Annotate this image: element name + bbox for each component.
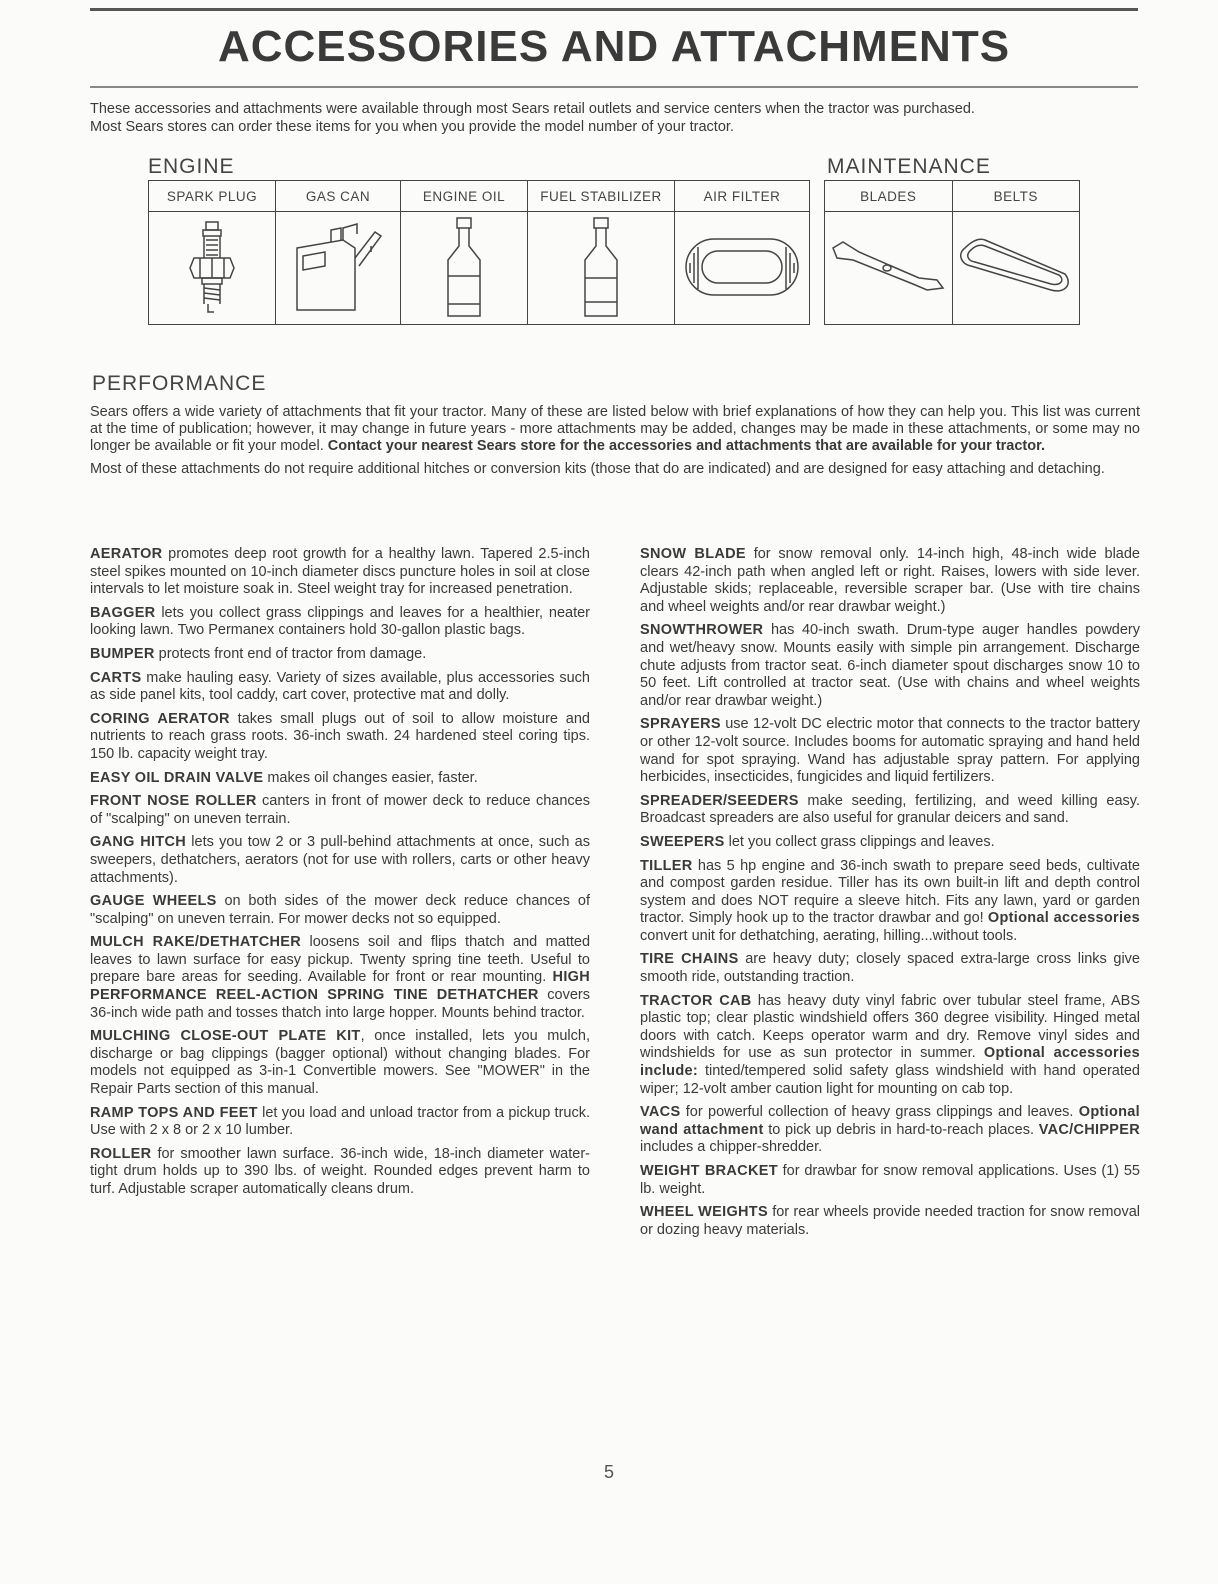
attachment-description: , once installed, lets you mulch, discharge or bag clippings (bagger optional) without changing blades. For models not equipped as 3-in-1 Convertible mowers. See "MOWER" in the Repair Parts section of this manual.	[90, 1028, 590, 1098]
belts-cell	[952, 212, 1080, 325]
blades-cell	[825, 212, 953, 325]
attachment-entry	[640, 546, 1140, 616]
attachment-name: TRACTOR CAB	[640, 992, 752, 1009]
belt-icon	[955, 228, 1077, 308]
attachment-name: MULCHING CLOSE-OUT PLATE KIT	[90, 1028, 361, 1045]
spark-plug-icon	[182, 218, 242, 318]
attachment-entry	[640, 834, 1140, 852]
attachment-entry	[640, 993, 1140, 1099]
attachment-description: has 40-inch swath. Drum-type auger handles powdery and wet/heavy snow. Mounts easily with simple pin arrangement. Discharge chute adjusts from tractor seat. 6-inch diameter spout discharges snow 10 to 50 feet. Lift controlled at tractor seat. (Use with chains and wheel weights and/or rear drawbar weight.)	[640, 622, 1140, 709]
mower-blade-icon	[829, 228, 947, 308]
performance-paragraph-2: Most of these attachments do not require additional hitches or conversion kits (those that do are indicated) and are designed for easy attaching and detaching.	[90, 461, 1105, 477]
blades-label: BLADES	[825, 181, 953, 212]
gas-can-icon	[283, 218, 393, 318]
intro-text	[90, 100, 1150, 136]
attachment-name: GAUGE WHEELS	[90, 893, 217, 910]
attachment-name: TIRE CHAINS	[640, 951, 739, 968]
attachment-entry	[640, 1104, 1140, 1157]
attachment-description: lets you collect grass clippings and leaves for a healthier, neater looking lawn. Two Permanex containers hold 30-gallon plastic bags.	[90, 604, 590, 639]
attachment-entry	[640, 951, 1140, 986]
gas-can-cell	[276, 212, 401, 325]
gas-can-label: GAS CAN	[276, 181, 401, 212]
attachments-right-column	[640, 546, 1140, 1245]
fuel-stabilizer-cell	[528, 212, 675, 325]
attachments-left-column	[90, 546, 590, 1205]
attachment-entry	[90, 1105, 590, 1140]
attachment-highlight: Optional wand attachment	[640, 1104, 1140, 1138]
attachment-name: WHEEL WEIGHTS	[640, 1204, 768, 1221]
attachment-entry	[90, 1146, 590, 1199]
attachment-entry	[90, 605, 590, 640]
attachment-description: has heavy duty vinyl fabric over tubular steel frame, ABS plastic top; clear plastic windshield offers 360 degree visibility. Hinged metal doors with catch. Keeps operator warm and dry. Remove vinyl sides and windshields for use as sun protector in summer.	[640, 992, 1140, 1062]
attachment-description: covers 36-inch wide path and tosses thatch into large hopper. Mounts behind tractor.	[90, 987, 590, 1021]
attachment-description: use 12-volt DC electric motor that connects to the tractor battery or other 12-volt source. Includes booms for automatic spraying and hand held wand for spot spraying. Wand has adjustable spray pattern. For applying herbicides, insecticides, fungicides and liquid fertilizers.	[640, 716, 1140, 786]
attachment-entry	[90, 546, 590, 599]
attachment-entry	[90, 770, 590, 788]
page-number: 5	[603, 1462, 614, 1482]
performance-text	[90, 404, 1140, 484]
attachment-name: FRONT NOSE ROLLER	[90, 793, 257, 810]
attachment-name: CORING AERATOR	[90, 710, 230, 727]
air-filter-icon	[680, 223, 804, 313]
performance-paragraph-1-text: Sears offers a wide variety of attachments that fit your tractor. Many of these are listed below with brief explanations of how they can help you. This list was current at the time of publication; however, it may change in future years - more attachments may be added, changes may be made in these attachments, or some may no longer be available or fit your model.	[90, 404, 1140, 454]
attachment-description: to pick up debris in hard-to-reach places.	[763, 1121, 1039, 1138]
attachment-description: takes small plugs out of soil to allow moisture and nutrients to reach grass roots. 36-inch swath. 24 hardened steel coring tips. 150 lb. capacity weight tray.	[90, 710, 590, 762]
attachment-description: on both sides of the mower deck reduce chances of "scalping" on uneven terrain. For mower decks not so equipped.	[90, 893, 590, 927]
attachment-name: TILLER	[640, 857, 693, 874]
air-filter-cell	[675, 212, 810, 325]
attachment-entry	[90, 834, 590, 887]
attachment-description: includes a chipper-shredder.	[640, 1139, 823, 1156]
attachment-name: BAGGER	[90, 604, 156, 621]
performance-contact-note: Contact your nearest Sears store for the accessories and attachments that are available for your tractor.	[327, 438, 1045, 454]
attachment-description: for drawbar for snow removal applications. Uses (1) 55 lb. weight.	[640, 1163, 1140, 1197]
attachment-entry	[640, 716, 1140, 786]
attachment-name: RAMP TOPS AND FEET	[90, 1104, 258, 1121]
attachment-description: let you collect grass clippings and leaves.	[724, 833, 995, 850]
attachment-entry	[640, 1163, 1140, 1198]
attachment-entry	[640, 793, 1140, 828]
air-filter-label: AIR FILTER	[675, 181, 810, 212]
stabilizer-bottle-icon	[571, 216, 631, 320]
attachment-description: has 5 hp engine and 36-inch swath to prepare seed beds, cultivate and compost garden residue. Tiller has its own built-in lift and depth control system and does NOT require a sleeve hitch. Fits any lawn, yard or garden tractor. Simply hook up to the tractor drawbar and go!	[640, 857, 1140, 927]
attachment-entry	[90, 934, 590, 1022]
attachment-description: makes oil changes easier, faster.	[263, 769, 478, 786]
attachment-entry	[640, 1204, 1140, 1239]
attachment-description: canters in front of mower deck to reduce chances of "scalping" on uneven terrain.	[90, 793, 590, 827]
attachment-highlight: HIGH PERFORMANCE REEL-ACTION SPRING TINE DETHATCHER	[90, 969, 590, 1004]
engine-heading: ENGINE	[148, 155, 235, 178]
attachment-name: AERATOR	[90, 546, 163, 562]
attachment-description: for snow removal only. 14-inch high, 48-inch wide blade clears 42-inch path when angled left or right. Raises, lowers with side lever. Adjustable skids; replaceable, reversible scraper bar. (Use with tire chains and wheel weights and/or rear drawbar weight.)	[640, 546, 1140, 615]
attachment-entry	[90, 893, 590, 928]
performance-heading: PERFORMANCE	[92, 372, 267, 395]
attachment-name: SPREADER/SEEDERS	[640, 792, 799, 809]
attachment-description: tinted/tempered solid safety glass windshield with hand operated wiper; 12-volt amber caution light for mounting on cab top.	[640, 1063, 1140, 1097]
attachment-description: for powerful collection of heavy grass clippings and leaves.	[680, 1104, 1079, 1121]
oil-bottle-icon	[434, 216, 494, 320]
attachment-description: promotes deep root growth for a healthy lawn. Tapered 2.5-inch steel spikes mounted on 10-inch diameter discs puncture holes in soil at close intervals to let moisture soak in. Steel weight tray for increased penetration.	[90, 546, 590, 598]
spark-plug-cell	[149, 212, 276, 325]
attachment-name: EASY OIL DRAIN VALVE	[90, 769, 264, 786]
attachment-entry	[640, 858, 1140, 946]
attachment-description: lets you tow 2 or 3 pull-behind attachments at once, such as sweepers, dethatchers, aerators (not for use with rollers, carts or other heavy attachments).	[90, 834, 590, 886]
fuel-stabilizer-label: FUEL STABILIZER	[528, 181, 675, 212]
engine-parts-table	[148, 180, 810, 325]
attachment-description: make seeding, fertilizing, and weed killing easy. Broadcast spreaders are also useful for granular deicers and sand.	[640, 792, 1140, 827]
attachment-description: are heavy duty; closely spaced extra-large cross links give smooth ride, outstanding traction.	[640, 951, 1140, 986]
intro-line-2: Most Sears stores can order these items for you when you provide the model number of your tractor.	[90, 119, 734, 135]
attachment-name: ROLLER	[90, 1145, 152, 1162]
attachment-name: VACS	[640, 1104, 681, 1121]
attachment-highlight: Optional accessories include:	[640, 1045, 1140, 1080]
performance-paragraph-1	[90, 404, 1140, 455]
maintenance-parts-table	[824, 180, 1080, 325]
engine-oil-cell	[401, 212, 528, 325]
attachment-name: GANG HITCH	[90, 834, 187, 851]
attachment-description: for rear wheels provide needed traction for snow removal or dozing heavy materials.	[640, 1204, 1140, 1238]
attachment-name: MULCH RAKE/DETHATCHER	[90, 934, 302, 951]
engine-oil-label: ENGINE OIL	[401, 181, 528, 212]
attachment-description: protects front end of tractor from damage.	[154, 645, 427, 662]
intro-line-1: These accessories and attachments were available through most Sears retail outlets and service centers when the tractor was purchased.	[90, 101, 975, 117]
page-title: ACCESSORIES AND ATTACHMENTS	[217, 22, 1011, 71]
attachment-name: SNOW BLADE	[640, 546, 746, 562]
attachment-description: let you load and unload tractor from a pickup truck. Use with 2 x 8 or 2 x 10 lumber.	[90, 1104, 590, 1139]
attachment-entry	[90, 793, 590, 828]
attachment-entry	[640, 622, 1140, 710]
belts-label: BELTS	[952, 181, 1080, 212]
attachment-highlight: Optional accessories	[987, 910, 1141, 927]
attachment-description: for smoother lawn surface. 36-inch wide, 18-inch diameter water-tight drum holds up to 390 lbs. of weight. Rounded edges prevent harm to turf. Adjustable scraper automatically cleans drum.	[90, 1145, 590, 1197]
attachment-name: BUMPER	[90, 645, 155, 662]
attachment-entry	[90, 646, 590, 664]
spark-plug-label: SPARK PLUG	[149, 181, 276, 212]
maintenance-heading: MAINTENANCE	[827, 155, 991, 178]
attachment-highlight: VAC/CHIPPER	[1038, 1121, 1141, 1138]
attachment-entry	[90, 711, 590, 764]
attachment-description: make hauling easy. Variety of sizes available, plus accessories such as side panel kits, tool caddy, cart cover, protective mat and dolly.	[90, 669, 590, 704]
title-underline	[90, 86, 1138, 88]
attachment-name: SPRAYERS	[640, 716, 721, 733]
attachment-entry	[90, 1028, 590, 1098]
attachment-name: SWEEPERS	[640, 833, 725, 850]
attachment-name: SNOWTHROWER	[640, 622, 764, 639]
attachment-name: CARTS	[90, 669, 142, 686]
attachment-entry	[90, 670, 590, 705]
attachment-name: WEIGHT BRACKET	[640, 1163, 778, 1179]
attachment-description: convert unit for dethatching, aerating, hilling...without tools.	[640, 927, 1018, 944]
attachment-description: loosens soil and flips thatch and matted leaves to lawn surface for easy pickup. Twenty spring tine teeth. Useful to prepare bare areas for seeding. Available for front or rear mounting.	[90, 934, 591, 986]
top-rule	[90, 8, 1138, 11]
